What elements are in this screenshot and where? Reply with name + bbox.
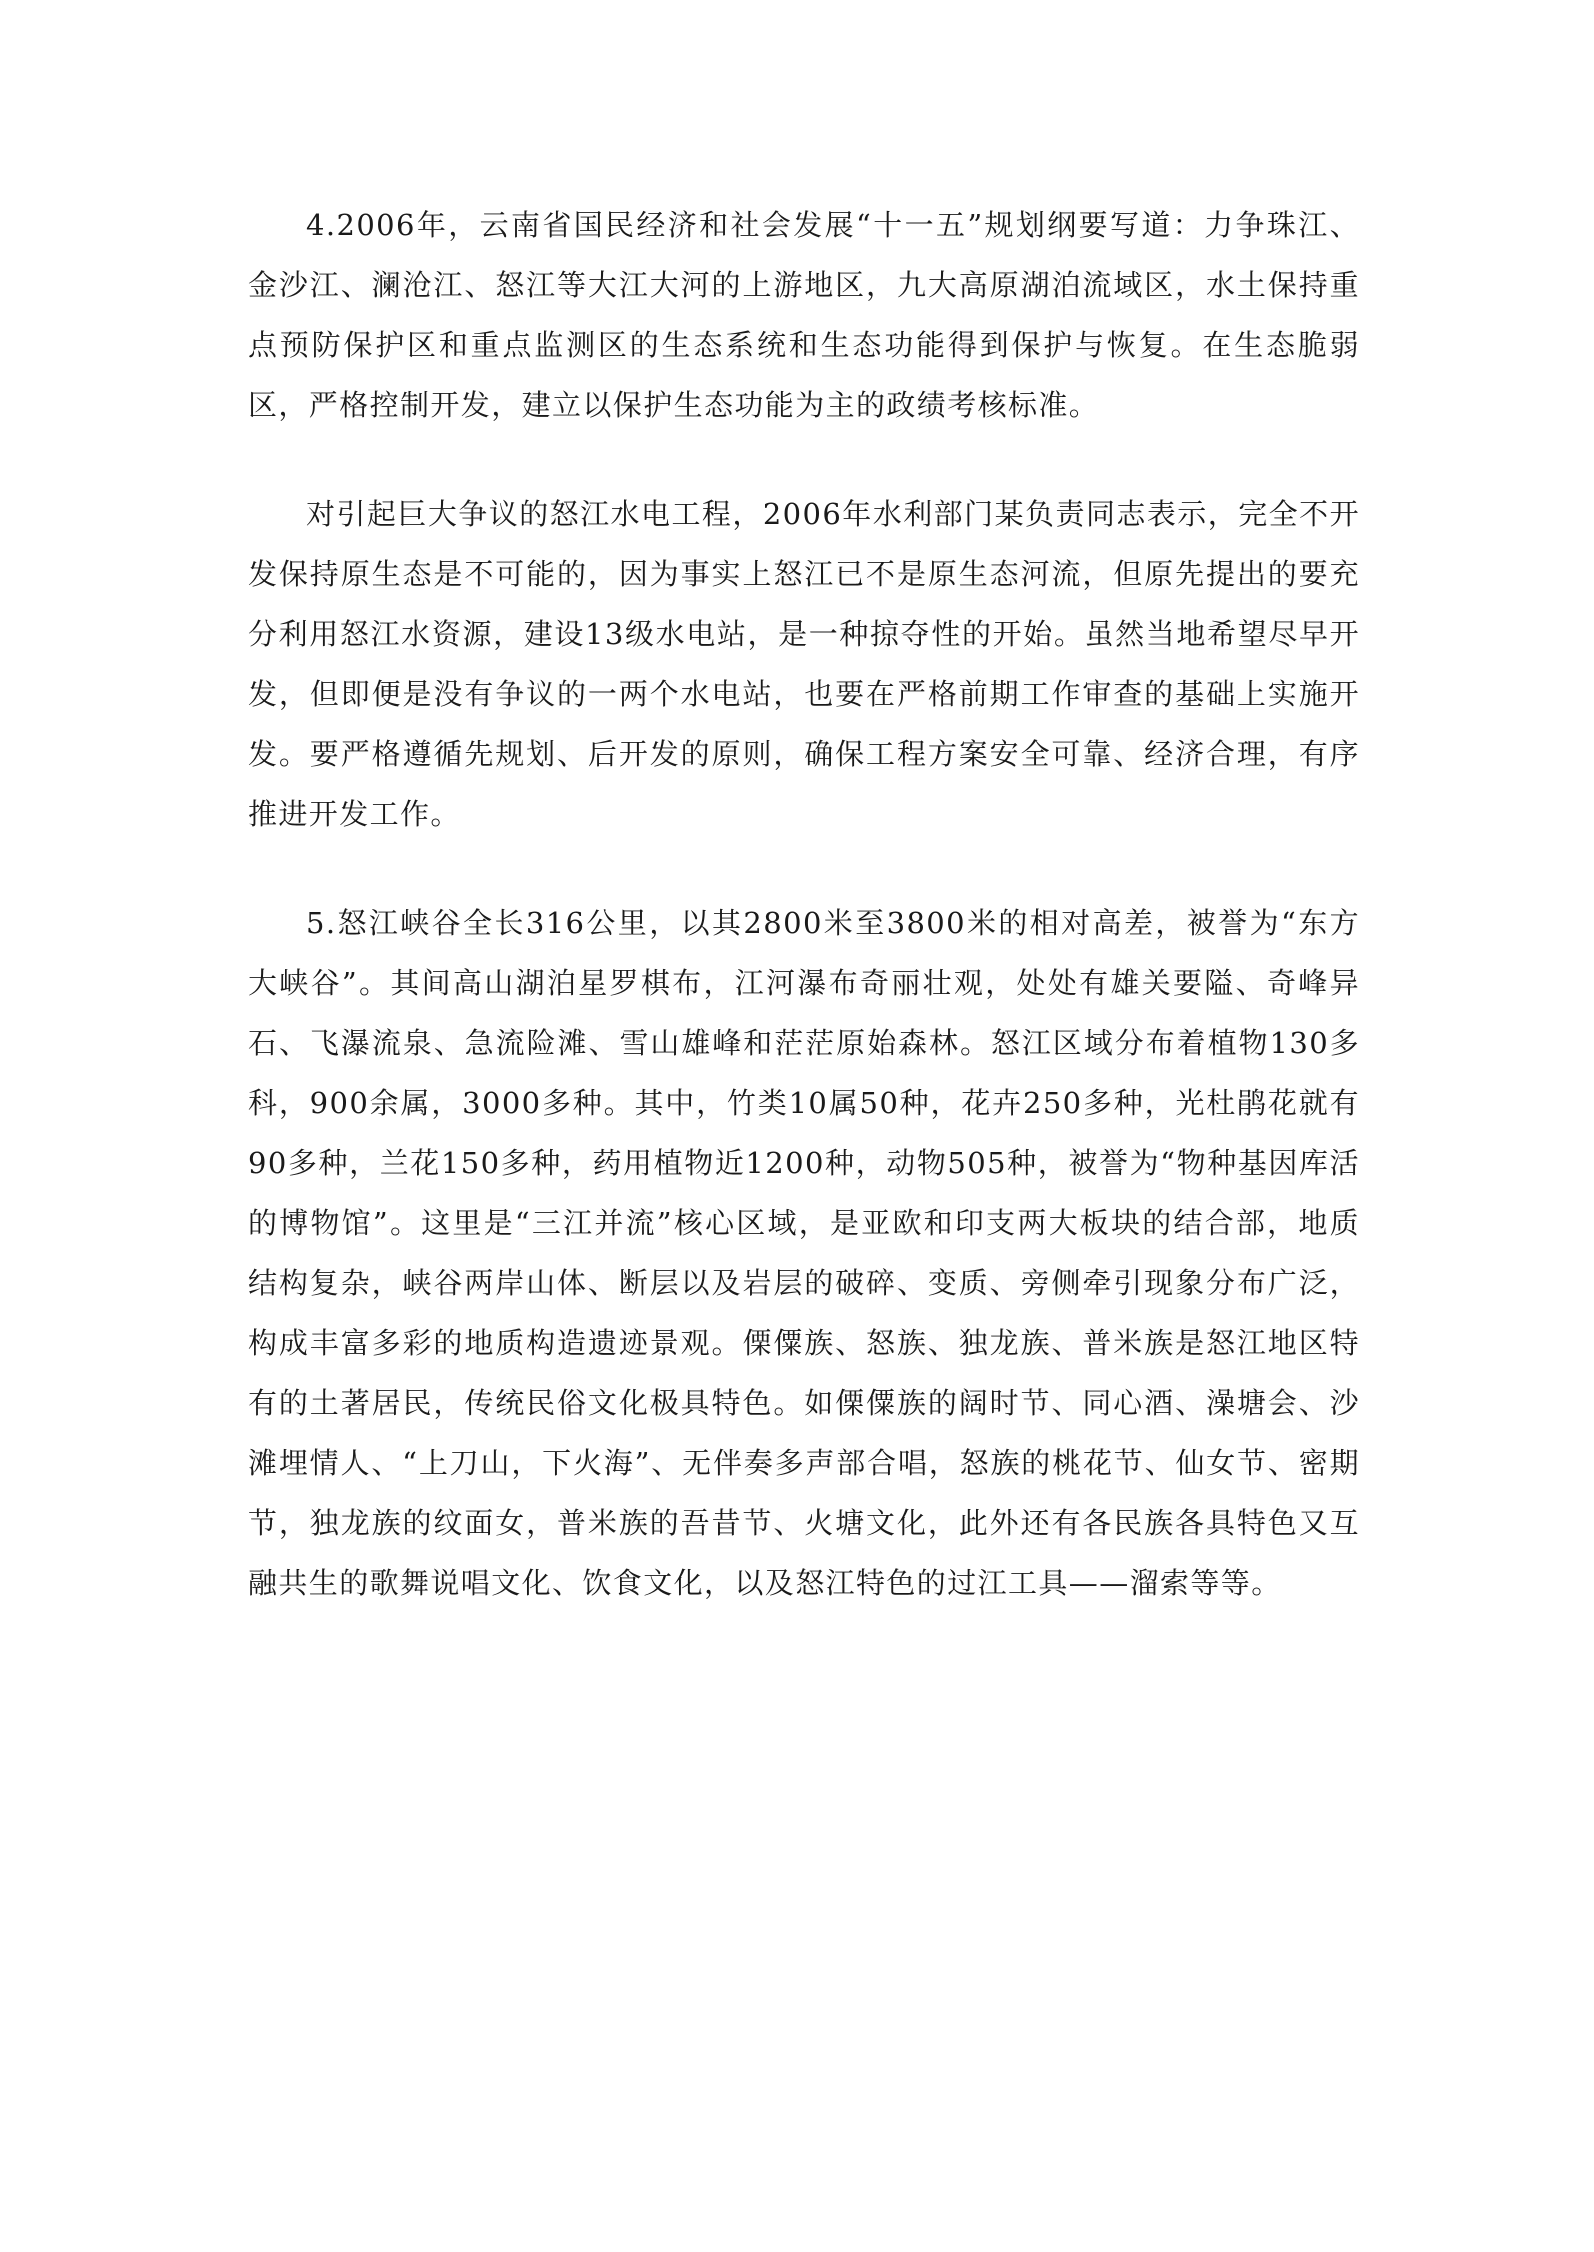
paragraph-item-4: 4.2006年，云南省国民经济和社会发展“十一五”规划纲要写道：力争珠江、金沙江、澜沧江、怒江等大江大河的上游地区，九大高原湖泊流域区，水土保持重点预防保护区和重点监测区的生态系统和生态功能得到保护与恢复。在生态脆弱区，严格控制开发，建立以保护生态功能为主的政绩考核标准。 [248,208,1360,422]
document-body [248,195,1360,1613]
paragraph-nujiang-hydropower: 对引起巨大争议的怒江水电工程，2006年水利部门某负责同志表示，完全不开发保持原生态是不可能的，因为事实上怒江已不是原生态河流，但原先提出的要充分利用怒江水资源，建设13级水电站，是一种掠夺性的开始。虽然当地希望尽早开发，但即便是没有争议的一两个水电站，也要在严格前期工作审查的基础上实施开发。要严格遵循先规划、后开发的原则，确保工程方案安全可靠、经济合理，有序推进开发工作。 [248,497,1360,831]
paragraph-item-5: 5.怒江峡谷全长316公里，以其2800米至3800米的相对高差，被誉为“东方大峡谷”。其间高山湖泊星罗棋布，江河瀑布奇丽壮观，处处有雄关要隘、奇峰异石、飞瀑流泉、急流险滩、雪山雄峰和茫茫原始森林。怒江区域分布着植物130多科，900余属，3000多种。其中，竹类10属50种，花卉250多种，光杜鹃花就有90多种，兰花150多种，药用植物近1200种，动物505种，被誉为“物种基因库活的博物馆”。这里是“三江并流”核心区域，是亚欧和印支两大板块的结合部，地质结构复杂，峡谷两岸山体、断层以及岩层的破碎、变质、旁侧牵引现象分布广泛，构成丰富多彩的地质构造遗迹景观。傈僳族、怒族、独龙族、普米族是怒江地区特有的土著居民，传统民俗文化极具特色。如傈僳族的阔时节、同心酒、澡塘会、沙滩埋情人、“上刀山，下火海”、无伴奏多声部合唱，怒族的桃花节、仙女节、密期节，独龙族的纹面女，普米族的吾昔节、火塘文化，此外还有各民族各具特色又互融共生的歌舞说唱文化、饮食文化，以及怒江特色的过江工具——溜索等等。 [248,906,1360,1600]
